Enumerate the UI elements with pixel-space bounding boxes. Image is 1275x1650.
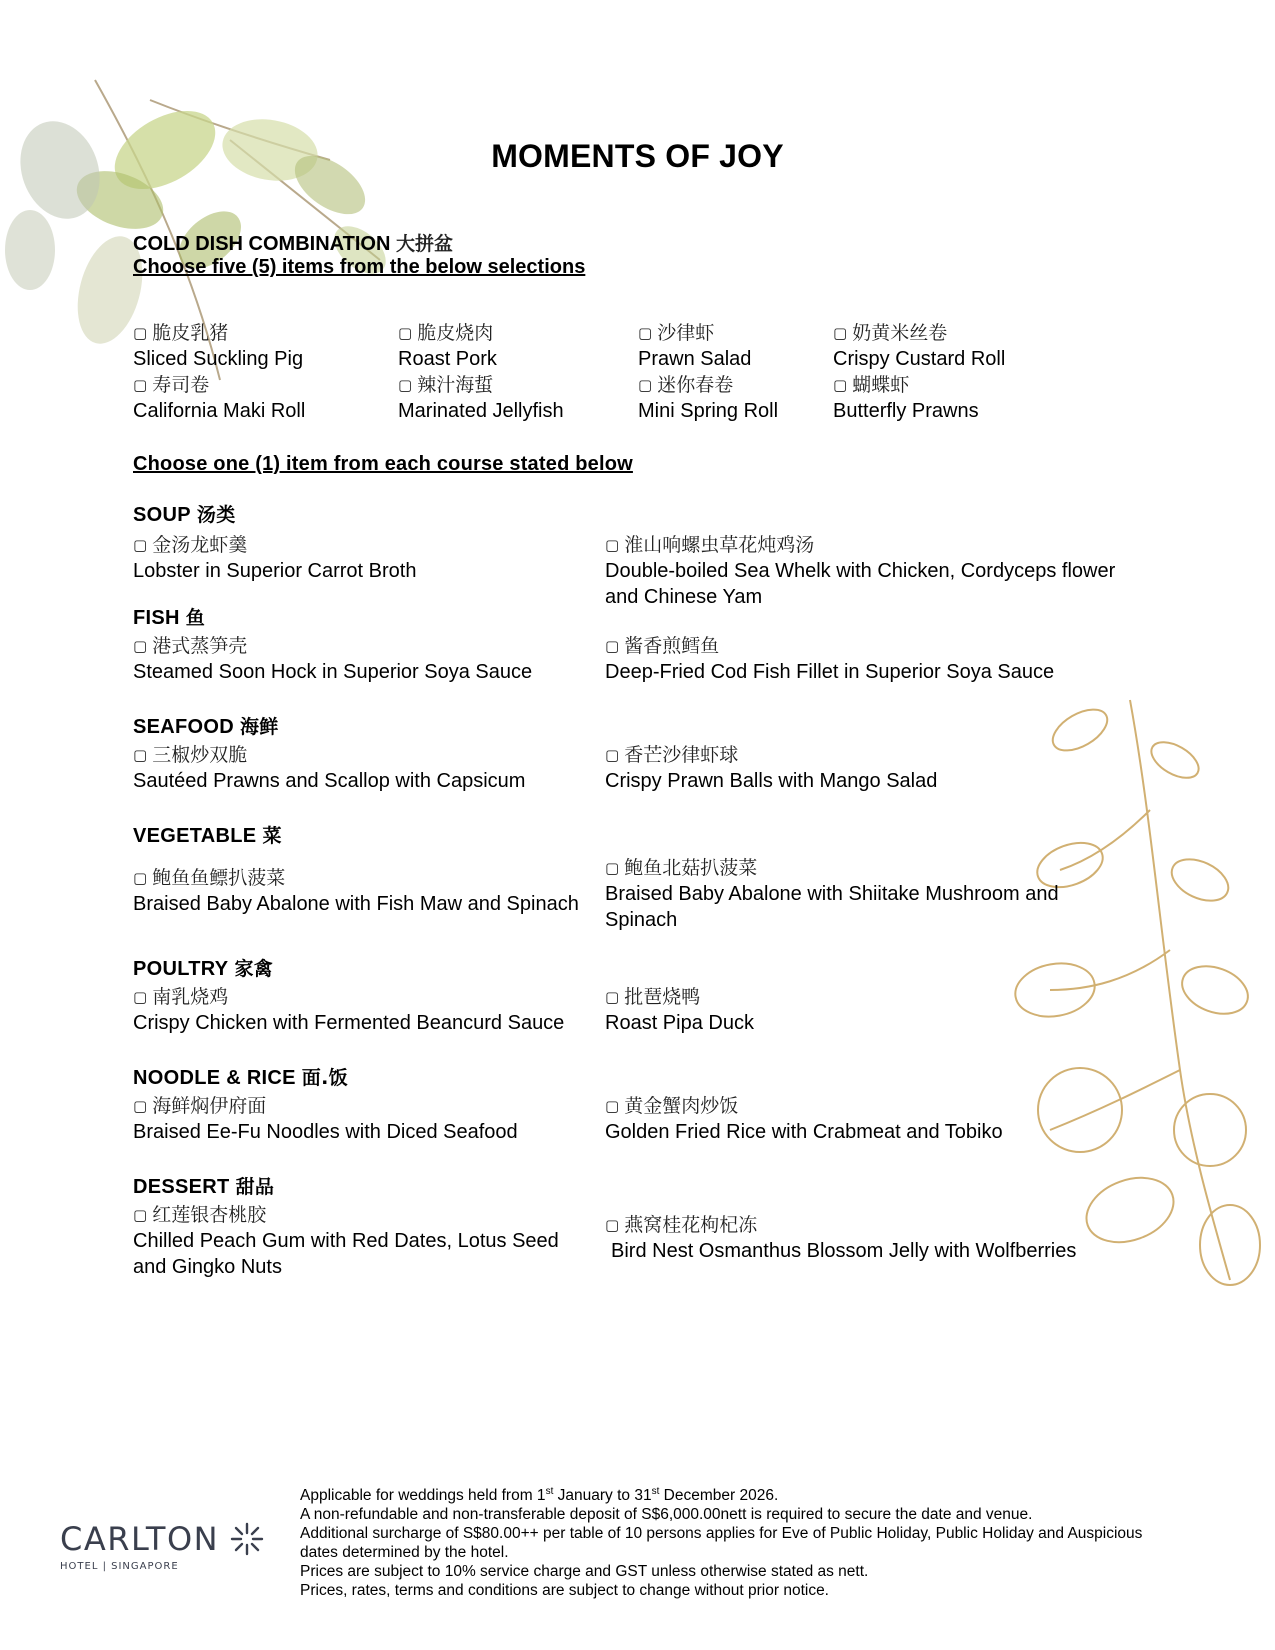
- option-zh: 酱香煎鳕鱼: [624, 635, 720, 657]
- option-zh: 鲍鱼北菇扒菠菜: [624, 857, 758, 879]
- logo-wordmark: CARLTON: [60, 1520, 220, 1558]
- course-option[interactable]: [133, 984, 593, 1036]
- option-zh: 海鲜焖伊府面: [152, 1095, 267, 1117]
- checkbox-icon[interactable]: ▢: [133, 376, 148, 394]
- course-name: POULTRY: [133, 958, 229, 980]
- cold-dish-item-zh: 脆皮烧肉: [417, 322, 494, 344]
- course-name: FISH: [133, 607, 180, 629]
- option-en: Crispy Prawn Balls with Mango Salad: [605, 770, 938, 792]
- course-soup: [133, 500, 1133, 608]
- course-option[interactable]: [133, 532, 593, 584]
- option-en: Double-boiled Sea Whelk with Chicken, Cordyceps flower and Chinese Yam: [605, 560, 1116, 608]
- course-name-zh: 甜品: [235, 1176, 275, 1198]
- cold-dish-item-zh: 辣汁海蜇: [417, 374, 494, 396]
- checkbox-icon[interactable]: ▢: [638, 376, 653, 394]
- cold-dish-item-en: Sliced Suckling Pig: [133, 348, 304, 370]
- checkbox-icon[interactable]: ▢: [605, 637, 620, 655]
- option-en: Golden Fried Rice with Crabmeat and Tobiko: [605, 1121, 1003, 1143]
- cold-dish-instruction: Choose five (5) items from the below selections: [133, 256, 586, 278]
- option-zh: 金汤龙虾羹: [152, 534, 248, 556]
- cold-dish-item-zh: 寿司卷: [152, 374, 210, 396]
- checkbox-icon[interactable]: ▢: [605, 746, 620, 764]
- course-name: SEAFOOD: [133, 716, 234, 738]
- option-en: Deep-Fried Cod Fish Fillet in Superior Soya Sauce: [605, 661, 1055, 683]
- starburst-icon: [229, 1521, 265, 1557]
- course-heading: [133, 1172, 1133, 1199]
- page-title: MOMENTS OF JOY: [491, 138, 784, 174]
- terms-and-conditions: [300, 1482, 1160, 1600]
- course-option[interactable]: [605, 532, 1125, 610]
- checkbox-icon[interactable]: ▢: [133, 1206, 148, 1224]
- checkbox-icon[interactable]: ▢: [833, 324, 848, 342]
- cold-dish-item[interactable]: [833, 372, 1103, 424]
- checkbox-icon[interactable]: ▢: [133, 869, 148, 887]
- terms-line-change-notice: Prices, rates, terms and conditions are subject to change without prior notice.: [300, 1582, 829, 1600]
- option-en: Sautéed Prawns and Scallop with Capsicum: [133, 770, 526, 792]
- option-zh: 三椒炒双脆: [152, 744, 248, 766]
- course-name: DESSERT: [133, 1176, 230, 1198]
- cold-dish-item-en: Crispy Custard Roll: [833, 348, 1006, 370]
- course-seafood: [133, 712, 1133, 792]
- course-vegetable: [133, 821, 1133, 931]
- course-dessert: [133, 1172, 1133, 1278]
- cold-dish-item-en: Marinated Jellyfish: [398, 400, 564, 422]
- checkbox-icon[interactable]: ▢: [133, 637, 148, 655]
- cold-dish-item-en: Butterfly Prawns: [833, 400, 979, 422]
- checkbox-icon[interactable]: ▢: [605, 859, 620, 877]
- option-en: Chilled Peach Gum with Red Dates, Lotus Seed and Gingko Nuts: [133, 1230, 559, 1278]
- cold-dish-item-en: California Maki Roll: [133, 400, 306, 422]
- terms-line-service-charge: Prices are subject to 10% service charge and GST unless otherwise stated as nett.: [300, 1563, 869, 1581]
- checkbox-icon[interactable]: ▢: [605, 536, 620, 554]
- course-option[interactable]: [605, 742, 1125, 794]
- course-option[interactable]: [605, 855, 1125, 933]
- course-fish: [133, 603, 1133, 683]
- course-name-zh: 鱼: [185, 607, 206, 629]
- cold-dish-heading-zh: 大拼盆: [395, 233, 453, 255]
- course-name-zh: 海鲜: [240, 716, 279, 738]
- checkbox-icon[interactable]: ▢: [133, 1097, 148, 1115]
- course-heading: [133, 821, 1133, 848]
- checkbox-icon[interactable]: ▢: [833, 376, 848, 394]
- cold-dish-item[interactable]: [398, 320, 668, 372]
- checkbox-icon[interactable]: ▢: [133, 746, 148, 764]
- course-option[interactable]: [133, 1202, 563, 1280]
- course-noodle-rice: [133, 1063, 1133, 1143]
- option-zh: 批琶烧鸭: [624, 986, 701, 1008]
- option-en: Crispy Chicken with Fermented Beancurd Sauce: [133, 1012, 565, 1034]
- cold-dish-item-en: Prawn Salad: [638, 348, 752, 370]
- cold-dish-item-en: Mini Spring Roll: [638, 400, 779, 422]
- terms-line-dates: Applicable for weddings held from 1st January to 31st December 2026.: [300, 1486, 779, 1505]
- course-instruction: Choose one (1) item from each course stated below: [133, 453, 633, 475]
- option-zh: 红莲银杏桃胶: [152, 1204, 267, 1226]
- option-en: Lobster in Superior Carrot Broth: [133, 560, 417, 582]
- course-heading: [133, 500, 1133, 527]
- course-name-zh: 家禽: [234, 958, 274, 980]
- option-en: Braised Ee-Fu Noodles with Diced Seafood: [133, 1121, 518, 1143]
- course-name: SOUP: [133, 504, 191, 526]
- cold-dish-item[interactable]: [133, 372, 403, 424]
- option-zh: 黄金蟹肉炒饭: [624, 1095, 739, 1117]
- cold-dish-item-zh: 迷你春卷: [657, 374, 734, 396]
- checkbox-icon[interactable]: ▢: [133, 536, 148, 554]
- checkbox-icon[interactable]: ▢: [605, 988, 620, 1006]
- checkbox-icon[interactable]: ▢: [398, 324, 413, 342]
- cold-dish-heading: [133, 231, 453, 257]
- course-option[interactable]: [133, 633, 593, 685]
- cold-dish-item[interactable]: [398, 372, 668, 424]
- logo-subtitle: HOTEL | SINGAPORE: [60, 1561, 179, 1572]
- course-name-zh: 面.饭: [301, 1067, 348, 1089]
- terms-line-deposit: A non-refundable and non-transferable deposit of S$6,000.00nett is required to secure the date and venue.: [300, 1506, 1033, 1524]
- carlton-logo: [60, 1520, 265, 1572]
- course-name: NOODLE & RICE: [133, 1067, 296, 1089]
- checkbox-icon[interactable]: ▢: [605, 1097, 620, 1115]
- checkbox-icon[interactable]: ▢: [133, 324, 148, 342]
- option-en: Bird Nest Osmanthus Blossom Jelly with Wolfberries: [611, 1240, 1077, 1262]
- course-option[interactable]: [605, 633, 1125, 685]
- course-heading: [133, 712, 1133, 739]
- cold-dish-item-zh: 脆皮乳猪: [152, 322, 229, 344]
- checkbox-icon[interactable]: ▢: [398, 376, 413, 394]
- cold-dish-item-zh: 沙律虾: [657, 322, 715, 344]
- option-zh: 香芒沙律虾球: [624, 744, 739, 766]
- course-heading: [133, 603, 1133, 630]
- option-zh: 港式蒸笋壳: [152, 635, 248, 657]
- course-name-zh: 菜: [262, 825, 282, 847]
- course-option[interactable]: [605, 984, 1125, 1036]
- terms-line-surcharge: Additional surcharge of S$80.00++ per table of 10 persons applies for Eve of Public Holiday, Public Holiday and Auspicious dates determined by the hotel.: [300, 1525, 1143, 1562]
- course-heading: [133, 1063, 1133, 1090]
- option-zh: 鲍鱼鱼鳔扒菠菜: [152, 867, 286, 889]
- checkbox-icon[interactable]: ▢: [133, 988, 148, 1006]
- cold-dish-item-en: Roast Pork: [398, 348, 497, 370]
- course-name: VEGETABLE: [133, 825, 257, 847]
- cold-dish-heading-en: COLD DISH COMBINATION: [133, 233, 391, 255]
- cold-dish-item[interactable]: [833, 320, 1103, 372]
- course-option[interactable]: [133, 865, 593, 917]
- course-option[interactable]: [133, 742, 593, 794]
- course-option[interactable]: [605, 1212, 1125, 1264]
- course-name-zh: 汤类: [196, 504, 236, 526]
- option-zh: 淮山响螺虫草花炖鸡汤: [624, 534, 815, 556]
- course-option[interactable]: [133, 1093, 593, 1145]
- course-poultry: [133, 954, 1133, 1034]
- cold-dish-item-zh: 蝴蝶虾: [852, 374, 910, 396]
- option-en: Braised Baby Abalone with Shiitake Mushroom and Spinach: [605, 883, 1059, 931]
- checkbox-icon[interactable]: ▢: [605, 1216, 620, 1234]
- option-zh: 燕窝桂花枸杞冻: [624, 1214, 758, 1236]
- checkbox-icon[interactable]: ▢: [638, 324, 653, 342]
- option-zh: 南乳烧鸡: [152, 986, 229, 1008]
- option-en: Braised Baby Abalone with Fish Maw and Spinach: [133, 893, 579, 915]
- cold-dish-item[interactable]: [133, 320, 403, 372]
- cold-dish-item-zh: 奶黄米丝卷: [852, 322, 948, 344]
- option-en: Roast Pipa Duck: [605, 1012, 754, 1034]
- option-en: Steamed Soon Hock in Superior Soya Sauce: [133, 661, 533, 683]
- course-option[interactable]: [605, 1093, 1125, 1145]
- course-heading: [133, 954, 1133, 981]
